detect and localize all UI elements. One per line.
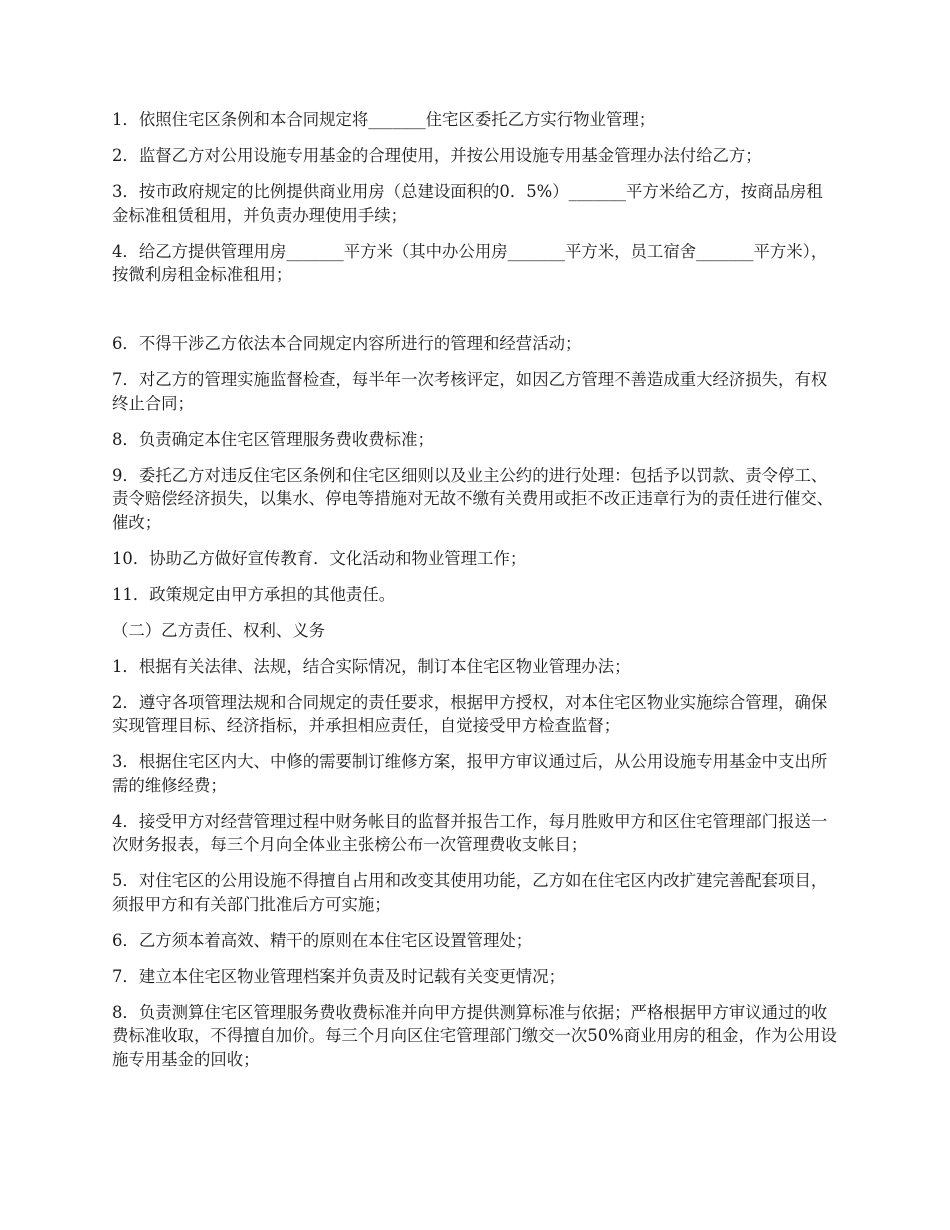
- paragraph: 7．建立本住宅区物业管理档案并负责及时记载有关变更情况；: [112, 966, 565, 986]
- paragraph: 2．遵守各项管理法规和合同规定的责任要求，根据甲方授权，对本住宅区物业实施综合管理，确保实现管理目标、经济指标，并承担相应责任，自觉接受甲方检查监督；: [112, 692, 828, 735]
- blank-gap: [112, 299, 838, 332]
- paragraph: 8．负责测算住宅区管理服务费收费标准并向甲方提供测算标准与依据；严格根据甲方审议通过的收费标准收取，不得擅自加价。每三个月向区住宅管理部门缴交一次50%商业用房的租金，作为公用设施专用基金的回收；: [112, 1002, 837, 1069]
- paragraph: 6．不得干涉乙方依法本合同规定内容所进行的管理和经营活动；: [112, 334, 582, 353]
- paragraph: 5．对住宅区的公用设施不得擅自占用和改变其使用功能，乙方如在住宅区内改扩建完善配套项目，须报甲方和有关部门批准后方可实施；: [112, 871, 828, 914]
- paragraph: 7．对乙方的管理实施监督检查，每半年一次考核评定，如因乙方管理不善造成重大经济损失，有权终止合同；: [112, 370, 828, 413]
- document-page: [112, 108, 838, 1084]
- paragraph: 3．按市政府规定的比例提供商业用房（总建设面积的0．5%）_______平方米给乙方，按商品房租金标准租赁租用，并负责办理使用手续；: [112, 182, 823, 225]
- paragraph: 6．乙方须本着高效、精干的原则在本住宅区设置管理处；: [112, 930, 533, 950]
- paragraph: 3．根据住宅区内大、中修的需要制订维修方案，报甲方审议通过后，从公用设施专用基金中支出所需的维修经费；: [112, 752, 828, 795]
- section-heading: （二）乙方责任、权利、义务: [112, 620, 326, 640]
- paragraph: 10．协助乙方做好宣传教育．文化活动和物业管理工作；: [112, 548, 527, 568]
- paragraph: 8．负责确定本住宅区管理服务费收费标准；: [112, 429, 434, 449]
- paragraph: 2．监督乙方对公用设施专用基金的合理使用，并按公用设施专用基金管理办法付给乙方；: [112, 146, 762, 165]
- paragraph: 11．政策规定由甲方承担的其他责任。: [112, 584, 396, 604]
- paragraph: 4．接受甲方对经营管理过程中财务帐目的监督并报告工作，每月胜败甲方和区住宅管理部门报送一次财务报表，每三个月向全体业主张榜公布一次管理费收支帐目；: [112, 811, 828, 854]
- paragraph: 1．依照住宅区条例和本合同规定将_______住宅区委托乙方实行物业管理；: [112, 110, 656, 129]
- paragraph: 9．委托乙方对违反住宅区条例和住宅区细则以及业主公约的进行处理：包括予以罚款、责令停工、责令赔偿经济损失，以集水、停电等措施对无故不缴有关费用或拒不改正违章行为的责任进行催交、催改；: [112, 465, 834, 532]
- paragraph: 4．给乙方提供管理用房_______平方米（其中办公用房_______平方米，员工宿舍_______平方米），按微利房租金标准租用；: [112, 241, 828, 284]
- paragraph: 1．根据有关法律、法规，结合实际情况，制订本住宅区物业管理办法；: [112, 656, 631, 676]
